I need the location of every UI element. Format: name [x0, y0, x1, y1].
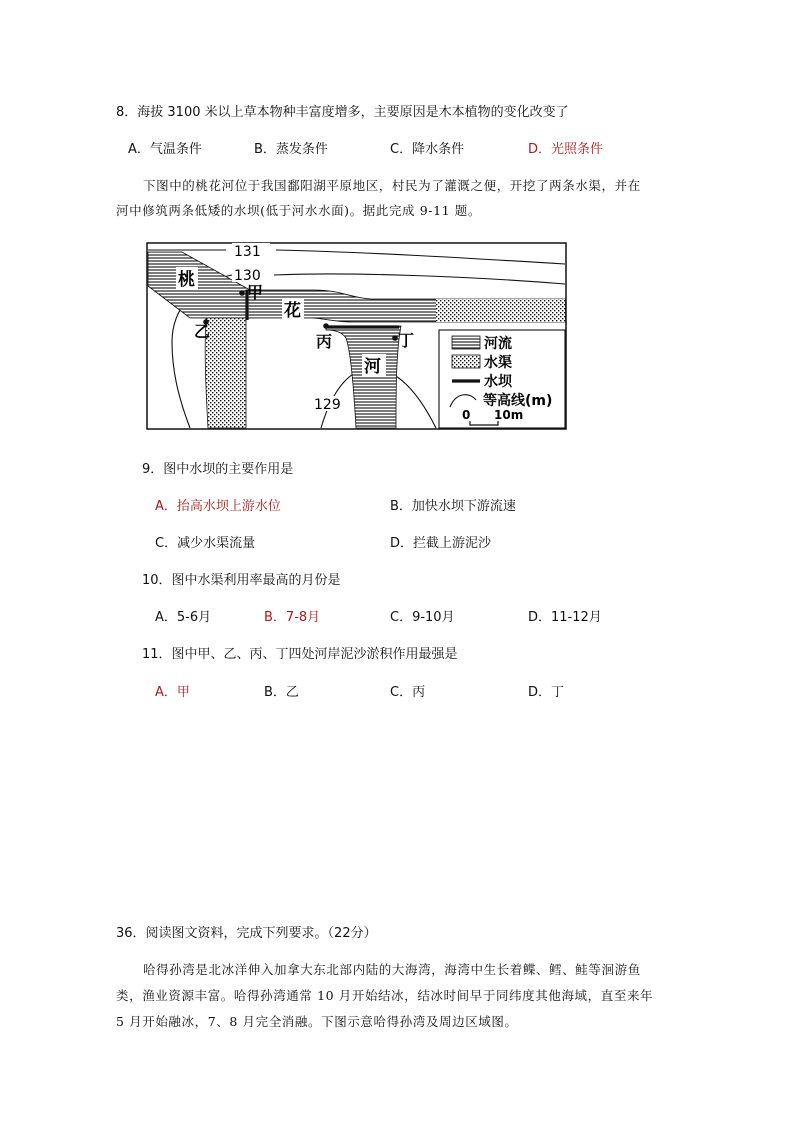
point-bing-marker: [323, 323, 329, 329]
contour-label-129: 129: [314, 397, 341, 413]
point-jia-marker: [239, 290, 245, 296]
point-label-yi: 乙: [194, 322, 211, 341]
scale-zero: 0: [462, 408, 471, 422]
intro-line-2: 河中修筑两条低矮的水坝(低于河水水面)。据此完成 9-11 题。: [116, 203, 481, 218]
point-label-bing: 丙: [316, 332, 333, 351]
q9-stem: 9．图中水坝的主要作用是: [142, 462, 294, 477]
canal-east: [436, 299, 565, 322]
intro-line-1: 下图中的桃花河位于我国鄱阳湖平原地区，村民为了灌溉之便，开挖了两条水渠，并在: [143, 178, 641, 193]
contour-label-130: 130: [234, 268, 261, 284]
q8-option-d-answer: D．光照条件: [528, 142, 604, 157]
q10-stem: 10．图中水渠利用率最高的月份是: [142, 573, 341, 588]
q10-option-b-answer: B．7-8月: [264, 610, 321, 625]
q9-option-d: D．拦截上游泥沙: [390, 536, 492, 551]
q8-option-b: B．蒸发条件: [254, 142, 328, 157]
point-label-ding: 丁: [398, 331, 415, 350]
q9-option-b: B．加快水坝下游流速: [390, 499, 516, 514]
legend-river-swatch: [452, 336, 480, 349]
map-legend: [439, 330, 565, 428]
q10-option-d: D．11-12月: [528, 610, 602, 625]
q8-option-c: C．降水条件: [390, 142, 465, 157]
q10-option-a: A．5-6月: [155, 610, 212, 625]
q36-para-line-3: 5 月开始融冰，7、8 月完全消融。下图示意哈得孙湾及周边区域图。: [116, 1014, 518, 1029]
legend-dam-label: 水坝: [484, 374, 512, 390]
q11-option-d: D．丁: [528, 685, 565, 700]
q36-para-line-2: 类，渔业资源丰富。哈得孙湾通常 10 月开始结冰，结冰时间早于同纬度其他海域，直至来年: [116, 988, 654, 1003]
canal-west: [205, 318, 246, 428]
q11-option-c: C．丙: [390, 685, 426, 700]
q36-stem: 36．阅读图文资料，完成下列要求。（22分）: [116, 926, 377, 941]
river-char-he: 河: [364, 357, 381, 377]
point-label-jia: 甲: [247, 283, 264, 302]
q11-stem: 11．图中甲、乙、丙、丁四处河岸泥沙淤积作用最强是: [142, 647, 458, 662]
point-ding-marker: [392, 335, 398, 341]
q8-option-a: A．气温条件: [128, 142, 202, 157]
legend-canal-swatch: [452, 355, 480, 368]
q11-option-b: B．乙: [264, 685, 299, 700]
q11-option-a-answer: A．甲: [155, 685, 190, 700]
contour-label-131: 131: [234, 244, 261, 260]
legend-canal-label: 水渠: [484, 355, 512, 371]
scale-distance: 10m: [494, 408, 524, 422]
river-map-figure: [146, 242, 567, 430]
legend-river-label: 河流: [484, 336, 512, 352]
q10-option-c: C．9-10月: [390, 610, 455, 625]
q8-stem: 8．海拔 3100 米以上草本物种丰富度增多，主要原因是木本植物的变化改变了: [116, 105, 569, 120]
q36-para-line-1: 哈得孙湾是北冰洋伸入加拿大东北部内陆的大海湾，海湾中生长着鲽、鳕、鲑等洄游鱼: [143, 962, 641, 977]
legend-contour-label: 等高线(m): [483, 393, 553, 409]
q9-option-c: C．减少水渠流量: [155, 536, 256, 551]
river-char-hua: 花: [284, 301, 301, 321]
q9-option-a-answer: A．抬高水坝上游水位: [155, 499, 281, 514]
river-char-tao: 桃: [178, 270, 195, 290]
